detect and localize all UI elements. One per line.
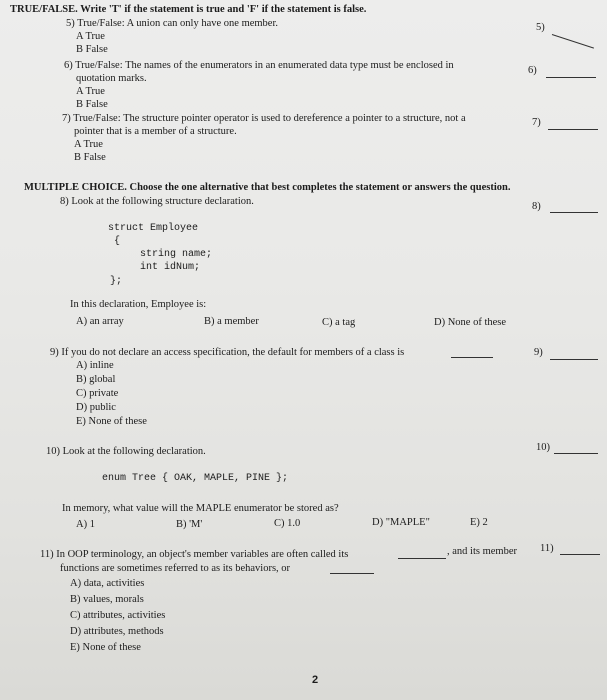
q8-code-line2: {	[114, 236, 121, 247]
q6-text-line2: quotation marks.	[76, 73, 147, 84]
q9-option-c: C) private	[76, 388, 119, 399]
q8-prompt: In this declaration, Employee is:	[70, 299, 207, 310]
q6-answer-label: 6)	[528, 65, 537, 76]
q9-text: 9) If you do not declare an access specification, the default for members of a class is	[50, 347, 405, 358]
q9-answer-label: 9)	[534, 347, 543, 358]
q8-option-c: C) a tag	[322, 317, 356, 328]
q5-option-a: A True	[76, 31, 105, 42]
q5-option-b: B False	[76, 44, 108, 55]
q10-option-b: B) 'M'	[176, 519, 203, 530]
q8-option-b: B) a member	[204, 316, 259, 327]
q10-answer-blank[interactable]	[554, 453, 598, 454]
q8-code-line5: };	[110, 276, 123, 287]
q11-answer-blank[interactable]	[560, 554, 600, 555]
q6-option-b: B False	[76, 99, 108, 110]
q8-answer-blank[interactable]	[550, 212, 598, 213]
q11-answer-label: 11)	[540, 543, 554, 554]
q10-option-d: D) "MAPLE"	[372, 517, 430, 528]
q10-option-e: E) 2	[470, 517, 488, 528]
q7-option-a: A True	[74, 139, 103, 150]
q9-option-e: E) None of these	[76, 416, 147, 427]
q5-answer-label: 5)	[536, 22, 545, 33]
q7-option-b: B False	[74, 152, 106, 163]
q8-code-line3: string name;	[140, 249, 213, 260]
q7-answer-label: 7)	[532, 117, 541, 128]
mc-section-header: MULTIPLE CHOICE. Choose the one alternative that best completes the statement or answers the question.	[24, 182, 511, 193]
page-number: 2	[312, 674, 319, 686]
q10-option-c: C) 1.0	[274, 518, 301, 529]
q8-code-line4: int idNum;	[140, 262, 201, 273]
q11-option-e: E) None of these	[70, 642, 141, 653]
q6-option-a: A True	[76, 86, 105, 97]
q8-option-d: D) None of these	[434, 317, 507, 328]
q11-text-line1b: , and its member	[447, 546, 517, 557]
q11-option-a: A) data, activities	[70, 578, 145, 589]
q9-answer-blank[interactable]	[550, 359, 598, 360]
q8-answer-label: 8)	[532, 201, 541, 212]
q11-option-c: C) attributes, activities	[70, 610, 166, 621]
q10-answer-label: 10)	[536, 442, 550, 453]
q10-text: 10) Look at the following declaration.	[46, 446, 206, 457]
q11-text-line1: 11) In OOP terminology, an object's member variables are often called its	[40, 549, 349, 560]
q6-text-line1: 6) True/False: The names of the enumerators in an enumerated data type must be enclosed in	[64, 60, 454, 71]
tf-section-header: TRUE/FALSE. Write 'T' if the statement is true and 'F' if the statement is false.	[10, 4, 367, 15]
q9-option-a: A) inline	[76, 360, 114, 371]
q10-code: enum Tree { OAK, MAPLE, PINE };	[102, 473, 289, 484]
q7-text-line2: pointer that is a member of a structure.	[74, 126, 237, 137]
q11-option-d: D) attributes, methods	[70, 626, 164, 637]
q11-text-line2: functions are sometimes referred to as its behaviors, or	[60, 563, 291, 574]
q8-code-line1: struct Employee	[108, 223, 199, 234]
q5-answer-blank[interactable]	[552, 34, 594, 49]
q9-option-d: D) public	[76, 402, 116, 413]
q7-answer-blank[interactable]	[548, 129, 598, 130]
q7-text-line1: 7) True/False: The structure pointer operator is used to dereference a pointer to a structure, not a	[62, 113, 466, 124]
q9-inline-blank[interactable]	[451, 357, 493, 358]
q5-text: 5) True/False: A union can only have one member.	[66, 18, 279, 29]
q6-answer-blank[interactable]	[546, 77, 596, 78]
q8-text: 8) Look at the following structure declaration.	[60, 196, 254, 207]
q11-inline-blank-2[interactable]	[330, 573, 374, 574]
q10-prompt: In memory, what value will the MAPLE enumerator be stored as?	[62, 503, 339, 514]
q11-option-b: B) values, morals	[70, 594, 144, 605]
q10-option-a: A) 1	[76, 519, 95, 530]
q8-option-a: A) an array	[76, 316, 124, 327]
q9-option-b: B) global	[76, 374, 116, 385]
q11-inline-blank-1[interactable]	[398, 558, 446, 559]
